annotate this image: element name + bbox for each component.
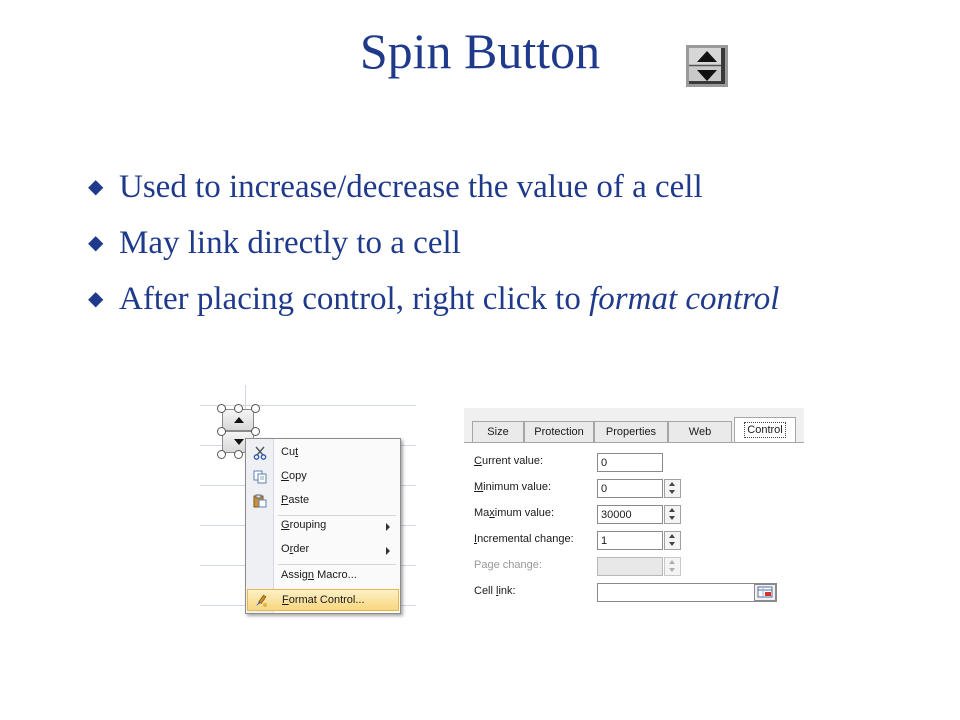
incremental-change-stepper[interactable] xyxy=(664,531,681,550)
up-arrow-icon xyxy=(669,482,675,486)
menu-item-order[interactable] xyxy=(247,539,399,561)
resize-handle[interactable] xyxy=(217,450,226,459)
minimum-value-label: Minimum value: xyxy=(474,481,552,493)
diamond-bullet-icon: ◆ xyxy=(88,232,104,254)
page-change-label: Page change: xyxy=(474,559,542,571)
current-value-label: Current value: xyxy=(474,455,544,467)
maximum-value-field[interactable]: 30000 xyxy=(597,505,663,524)
bullet-list xyxy=(88,168,888,336)
bullet-text-italic: format control xyxy=(589,281,780,317)
format-control-dialog xyxy=(464,408,804,612)
down-arrow-icon xyxy=(669,490,675,494)
incremental-change-field[interactable]: 1 xyxy=(597,531,663,550)
maximum-value-stepper[interactable] xyxy=(664,505,681,524)
up-arrow-icon xyxy=(669,560,675,564)
down-arrow-icon xyxy=(234,439,244,445)
spin-button-icon xyxy=(685,44,729,88)
copy-icon xyxy=(253,470,267,484)
bullet-item xyxy=(88,224,888,263)
diamond-bullet-icon: ◆ xyxy=(88,288,104,310)
tab-control[interactable]: Control xyxy=(734,417,796,443)
menu-item-assign-macro[interactable] xyxy=(247,565,399,587)
incremental-change-label: Incremental change: xyxy=(474,533,574,545)
down-arrow-icon xyxy=(669,568,675,572)
menu-item-label: Assign Macro... xyxy=(281,569,357,581)
menu-item-label: Copy xyxy=(281,470,307,482)
submenu-arrow-icon xyxy=(386,523,390,531)
minimum-value-field[interactable]: 0 xyxy=(597,479,663,498)
tab-size[interactable]: Size xyxy=(472,421,524,442)
scissors-icon xyxy=(253,446,267,460)
resize-handle[interactable] xyxy=(234,404,243,413)
menu-item-label: Paste xyxy=(281,494,310,506)
menu-item-label: Cut xyxy=(281,446,299,458)
menu-item-label: Grouping xyxy=(281,519,327,531)
context-menu xyxy=(245,438,401,614)
format-control-icon xyxy=(254,594,268,608)
bullet-text: May link directly to a cell xyxy=(119,225,461,261)
menu-item-label: Format Control... xyxy=(282,594,365,606)
collapse-dialog-button[interactable] xyxy=(754,584,776,601)
bullet-text: Used to increase/decrease the value of a cell xyxy=(119,169,703,205)
control-tab-panel xyxy=(464,442,804,612)
tab-web[interactable]: Web xyxy=(668,421,732,442)
bullet-item xyxy=(88,280,888,319)
minimum-value-stepper[interactable] xyxy=(664,479,681,498)
bullet-item xyxy=(88,168,888,207)
resize-handle[interactable] xyxy=(217,427,226,436)
submenu-arrow-icon xyxy=(386,547,390,555)
resize-handle[interactable] xyxy=(251,427,260,436)
current-value-field[interactable]: 0 xyxy=(597,453,663,472)
up-arrow-icon xyxy=(234,417,244,423)
page-change-stepper xyxy=(664,557,681,576)
slide-title: Spin Button xyxy=(359,23,601,79)
menu-item-cut[interactable] xyxy=(247,442,399,464)
bullet-text: After placing control, right click to xyxy=(119,281,590,317)
menu-item-grouping[interactable] xyxy=(247,515,399,537)
cell-link-label: Cell link: xyxy=(474,585,516,597)
menu-item-label: Order xyxy=(281,543,310,555)
menu-item-format-control[interactable] xyxy=(247,589,399,611)
menu-item-copy[interactable] xyxy=(247,466,399,488)
down-arrow-icon xyxy=(669,516,675,520)
resize-handle[interactable] xyxy=(217,404,226,413)
range-select-icon xyxy=(755,585,775,600)
resize-handle[interactable] xyxy=(251,404,260,413)
resize-handle[interactable] xyxy=(234,450,243,459)
tab-properties[interactable]: Properties xyxy=(594,421,668,442)
diamond-bullet-icon: ◆ xyxy=(88,176,104,198)
down-arrow-icon xyxy=(669,542,675,546)
page-change-field xyxy=(597,557,663,576)
paste-icon xyxy=(253,494,267,508)
menu-item-paste[interactable] xyxy=(247,490,399,512)
tab-protection[interactable]: Protection xyxy=(524,421,594,442)
maximum-value-label: Maximum value: xyxy=(474,507,555,519)
up-arrow-icon xyxy=(669,534,675,538)
cell-link-field[interactable] xyxy=(597,583,777,602)
up-arrow-icon xyxy=(669,508,675,512)
